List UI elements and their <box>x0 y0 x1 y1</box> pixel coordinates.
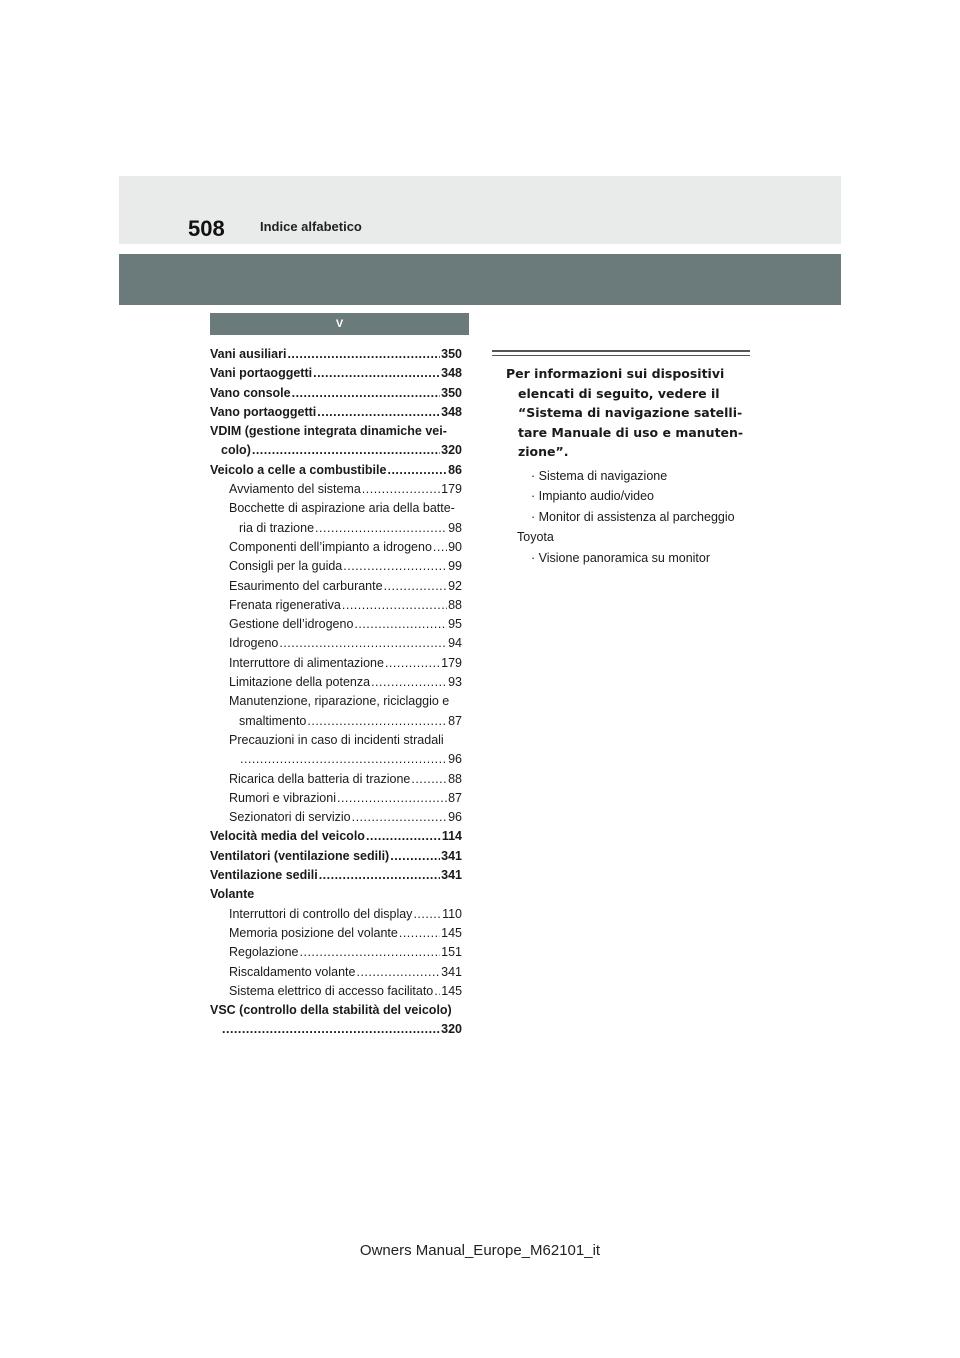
index-term: Bocchette di aspirazione aria della batte- <box>229 501 455 516</box>
index-page-number: 114 <box>441 829 462 844</box>
index-page-number: 350 <box>441 347 462 361</box>
dot-leader <box>287 345 440 364</box>
index-term: Ricarica della batteria di trazione <box>229 771 411 786</box>
dot-leader <box>390 847 440 866</box>
index-term: Rumori e vibrazioni <box>229 790 336 805</box>
index-page-number: 94 <box>448 636 462 651</box>
index-entry <box>210 461 462 480</box>
index-entry <box>210 692 462 711</box>
dot-leader <box>356 963 440 982</box>
index-term: Gestione dell’idrogeno <box>229 617 354 632</box>
dot-leader <box>279 634 447 653</box>
index-entry <box>210 982 462 1001</box>
index-entry <box>210 847 462 866</box>
index-page-number: 88 <box>448 597 462 612</box>
index-term: Veicolo a celle a combustibile <box>210 462 387 477</box>
index-entry <box>210 770 462 789</box>
index-term: Regolazione <box>229 945 299 960</box>
index-term: Volante <box>210 887 255 902</box>
index-entry <box>210 673 462 692</box>
dot-leader <box>252 441 440 460</box>
index-page-number: 341 <box>441 848 462 863</box>
note-rule <box>492 350 750 352</box>
dot-leader <box>366 827 441 846</box>
index-page-number: 95 <box>448 617 462 632</box>
index-entry <box>210 654 462 673</box>
index-term: smaltimento <box>239 713 307 728</box>
dot-leader <box>354 615 447 634</box>
index-page-number: 93 <box>448 675 462 690</box>
dot-leader <box>222 1020 440 1039</box>
index-page-number: 99 <box>448 559 462 574</box>
index-entry <box>210 538 462 557</box>
index-term: Sezionatori di servizio <box>229 810 351 825</box>
index-term: Ventilazione sedili <box>210 868 318 883</box>
dot-leader <box>317 403 440 422</box>
dot-leader <box>292 384 441 403</box>
note-title-line: “Sistema di navigazione satelli- <box>518 405 743 421</box>
index-term: Consigli per la guida <box>229 559 343 574</box>
index-page-number: 341 <box>441 964 462 979</box>
index-term: VSC (controllo della stabilità del veicolo) <box>210 1003 452 1018</box>
index-entry <box>210 422 462 441</box>
index-entry <box>210 403 462 422</box>
section-band <box>119 254 841 305</box>
index-term: Riscaldamento volante <box>229 964 356 979</box>
index-entry <box>210 557 462 576</box>
dot-leader <box>300 943 441 962</box>
index-entry <box>210 750 462 769</box>
index-letter-heading: V <box>210 313 469 335</box>
index-page-number: 96 <box>448 752 462 767</box>
index-term: Vano portaoggetti <box>210 404 317 419</box>
dot-leader <box>343 557 447 576</box>
dot-leader <box>307 712 447 731</box>
dot-leader <box>387 461 447 480</box>
dot-leader <box>371 673 447 692</box>
index-entry <box>210 634 462 653</box>
index-term: Vani ausiliari <box>210 347 287 361</box>
index-entry <box>210 596 462 615</box>
index-term: Componenti dell’impianto a idrogeno <box>229 539 432 554</box>
note-rule-thin <box>492 355 750 356</box>
index-entry <box>210 384 462 403</box>
index-entry <box>210 577 462 596</box>
footer-doc-id: Owners Manual_Europe_M62101_it <box>359 1242 601 1259</box>
index-entry <box>210 1001 462 1020</box>
index-entry <box>210 615 462 634</box>
note-title <box>506 364 756 462</box>
index-entry <box>210 441 462 460</box>
index-entry <box>210 345 462 364</box>
index-page-number: 179 <box>441 482 462 497</box>
index-page-number: 110 <box>442 906 462 921</box>
index-page-number: 341 <box>441 868 462 883</box>
index-entry <box>210 789 462 808</box>
index-page-number: 151 <box>441 945 462 960</box>
index-term: VDIM (gestione integrata dinamiche vei- <box>210 424 447 439</box>
index-page-number: 96 <box>448 810 462 825</box>
note-item: · Impianto audio/video <box>531 489 654 504</box>
index-entry <box>210 480 462 499</box>
index-term: Interruttori di controllo del display <box>229 906 413 921</box>
dot-leader <box>337 789 447 808</box>
index-entry <box>210 885 462 904</box>
index-term: Ventilatori (ventilazione sedili) <box>210 848 390 863</box>
index-page-number: 98 <box>448 520 462 535</box>
dot-leader <box>411 770 447 789</box>
index-entry <box>210 905 462 924</box>
index-entry <box>210 808 462 827</box>
index-page-number: 145 <box>441 983 463 998</box>
index-term: ria di trazione <box>239 520 315 535</box>
index-entry <box>210 827 462 846</box>
index-term: Velocità media del veicolo <box>210 829 365 844</box>
index-term: Manutenzione, riparazione, riciclaggio e <box>229 694 450 709</box>
index-page-number: 92 <box>448 578 462 593</box>
index-page-number: 179 <box>441 655 462 670</box>
index-term: Vano console <box>210 385 291 400</box>
note-title-line: elencati di seguito, vedere il <box>518 385 720 401</box>
index-page-number: 320 <box>441 1022 462 1037</box>
header-band <box>119 176 841 244</box>
navigation-note <box>506 364 756 568</box>
dot-leader <box>413 905 441 924</box>
index-page-number: 88 <box>448 771 462 786</box>
index-page-number: 87 <box>448 713 462 728</box>
note-title-line: zione”. <box>518 444 569 460</box>
dot-leader <box>313 364 440 383</box>
index-term: Vani portaoggetti <box>210 366 313 381</box>
index-entry <box>210 866 462 885</box>
dot-leader <box>315 519 447 538</box>
dot-leader <box>319 866 440 885</box>
index-term: Sistema elettrico di accesso facilitato <box>229 983 434 998</box>
index-entry <box>210 519 462 538</box>
index-page-number: 90 <box>448 539 462 554</box>
index-entry <box>210 943 462 962</box>
index-term: Precauzioni in caso di incidenti stradali <box>229 732 444 747</box>
note-title-line: tare Manuale di uso e manuten- <box>518 424 744 440</box>
index-page-number: 320 <box>441 443 462 458</box>
index-term: Avviamento del sistema <box>229 482 361 497</box>
index-list <box>210 345 462 1040</box>
index-term: Memoria posizione del volante <box>229 925 398 940</box>
dot-leader <box>385 654 440 673</box>
index-page-number: 350 <box>441 385 462 400</box>
index-term: Limitazione della potenza <box>229 675 371 690</box>
dot-leader <box>240 750 447 769</box>
index-term: Esaurimento del carburante <box>229 578 383 593</box>
note-item: · Sistema di navigazione <box>531 468 668 483</box>
section-title: Indice alfabetico <box>260 219 362 234</box>
index-term: Frenata rigenerativa <box>229 597 341 612</box>
index-page-number: 87 <box>448 790 462 805</box>
dot-leader <box>399 924 440 943</box>
note-list <box>506 466 756 568</box>
note-item: · Visione panoramica su monitor <box>531 550 711 565</box>
index-term: colo) <box>221 443 251 458</box>
index-entry <box>210 364 462 383</box>
index-page-number: 86 <box>448 462 462 477</box>
dot-leader <box>433 538 447 557</box>
index-entry <box>210 499 462 518</box>
dot-leader <box>384 577 448 596</box>
dot-leader <box>342 596 447 615</box>
index-page-number: 348 <box>441 366 462 381</box>
index-entry <box>210 924 462 943</box>
index-term: Interruttore di alimentazione <box>229 655 384 670</box>
note-title-line: Per informazioni sui dispositivi <box>506 366 725 381</box>
note-item: Toyota <box>517 530 554 545</box>
index-page-number: 348 <box>441 404 462 419</box>
index-entry <box>210 712 462 731</box>
index-entry <box>210 1020 462 1039</box>
page-number: 508 <box>188 216 225 241</box>
dot-leader <box>362 480 440 499</box>
dot-leader <box>434 982 440 1001</box>
note-item: · Monitor di assistenza al parcheggio <box>531 509 735 524</box>
index-entry <box>210 963 462 982</box>
index-page-number: 145 <box>441 925 462 940</box>
index-entry <box>210 731 462 750</box>
index-term: Idrogeno <box>229 636 279 651</box>
dot-leader <box>352 808 448 827</box>
